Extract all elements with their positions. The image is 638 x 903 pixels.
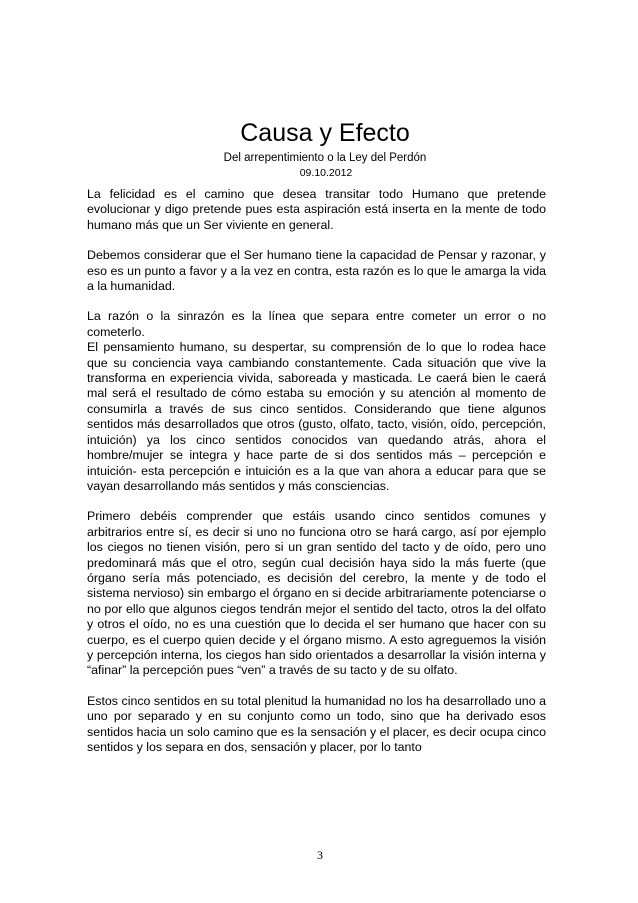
document-body: [87, 187, 546, 770]
document-date: 09.10.2012: [299, 167, 353, 179]
paragraph: El pensamiento humano, su despertar, su comprensión de lo que lo rodea hace que su conciencia vaya cambiando constantemente. Cada situación que vive la transforma en experiencia vivida, saboreada y masticada. Le caerá bien le caerá mal será el resultado de cómo estaba su emoción y su atención al momento de consumirla a través de sus cinco sentidos. Considerando que tiene algunos sentidos más desarrollados que otros (gusto, olfato, tacto, visión, oído, percepción, intuición) ya los cinco sentidos conocidos van quedando atrás, ahora el hombre/mujer se integra y hace parte de si dos sentidos más – percepción e intuición- esta percepción e intuición es a la que van ahora a educar para que se vayan desarrollando más sentidos y más consciencias.: [87, 340, 546, 493]
paragraph: Primero debéis comprender que estáis usando cinco sentidos comunes y arbitrarios entre sí, es decir si uno no funciona otro se hará cargo, así por ejemplo los ciegos no tienen visión, pero si un gran sentido del tacto y de oído, pero uno predominará más que el otro, según cual decisión haya sido la más fuerte (que órgano sería más potenciado, es decisión del cerebro, la mente y de todo el sistema nervioso) sin embargo el órgano en si decide arbitrariamente potenciarse o no por ello que algunos ciegos tendrán mejor el sentido del tacto, otros la del olfato y otros el oído, no es una cuestión que lo decida el ser humano que hacer con su cuerpo, es el cuerpo quien decide y el órgano mismo. A esto agreguemos la visión y percepción interna, los ciegos han sido orientados a desarrollar la visión interna y “afinar” la percepción pues “ven” a través de su tacto y de su olfato.: [87, 509, 546, 678]
document-subtitle: Del arrepentimiento o la Ley del Perdón: [223, 152, 427, 164]
paragraph: Debemos considerar que el Ser humano tiene la capacidad de Pensar y razonar, y eso es un punto a favor y a la vez en contra, esta razón es lo que le amarga la vida a la humanidad.: [87, 248, 546, 294]
paragraph: La felicidad es el camino que desea transitar todo Humano que pretende evolucionar y digo pretende pues esta aspiración está inserta en la mente de todo humano más que un Ser viviente en general.: [87, 187, 546, 232]
document-title: Causa y Efecto: [240, 119, 410, 147]
page-number: 3: [317, 848, 323, 862]
paragraph: La razón o la sinrazón es la línea que separa entre cometer un error o no cometerlo.: [87, 309, 546, 339]
paragraph: Estos cinco sentidos en su total plenitud la humanidad no los ha desarrollado uno a uno por separado y en su conjunto como un todo, sino que ha derivado esos sentidos hacia un solo camino que es la sensación y el placer, es decir ocupa cinco sentidos y los separa en dos, sensación y placer, por lo tanto: [87, 693, 546, 754]
